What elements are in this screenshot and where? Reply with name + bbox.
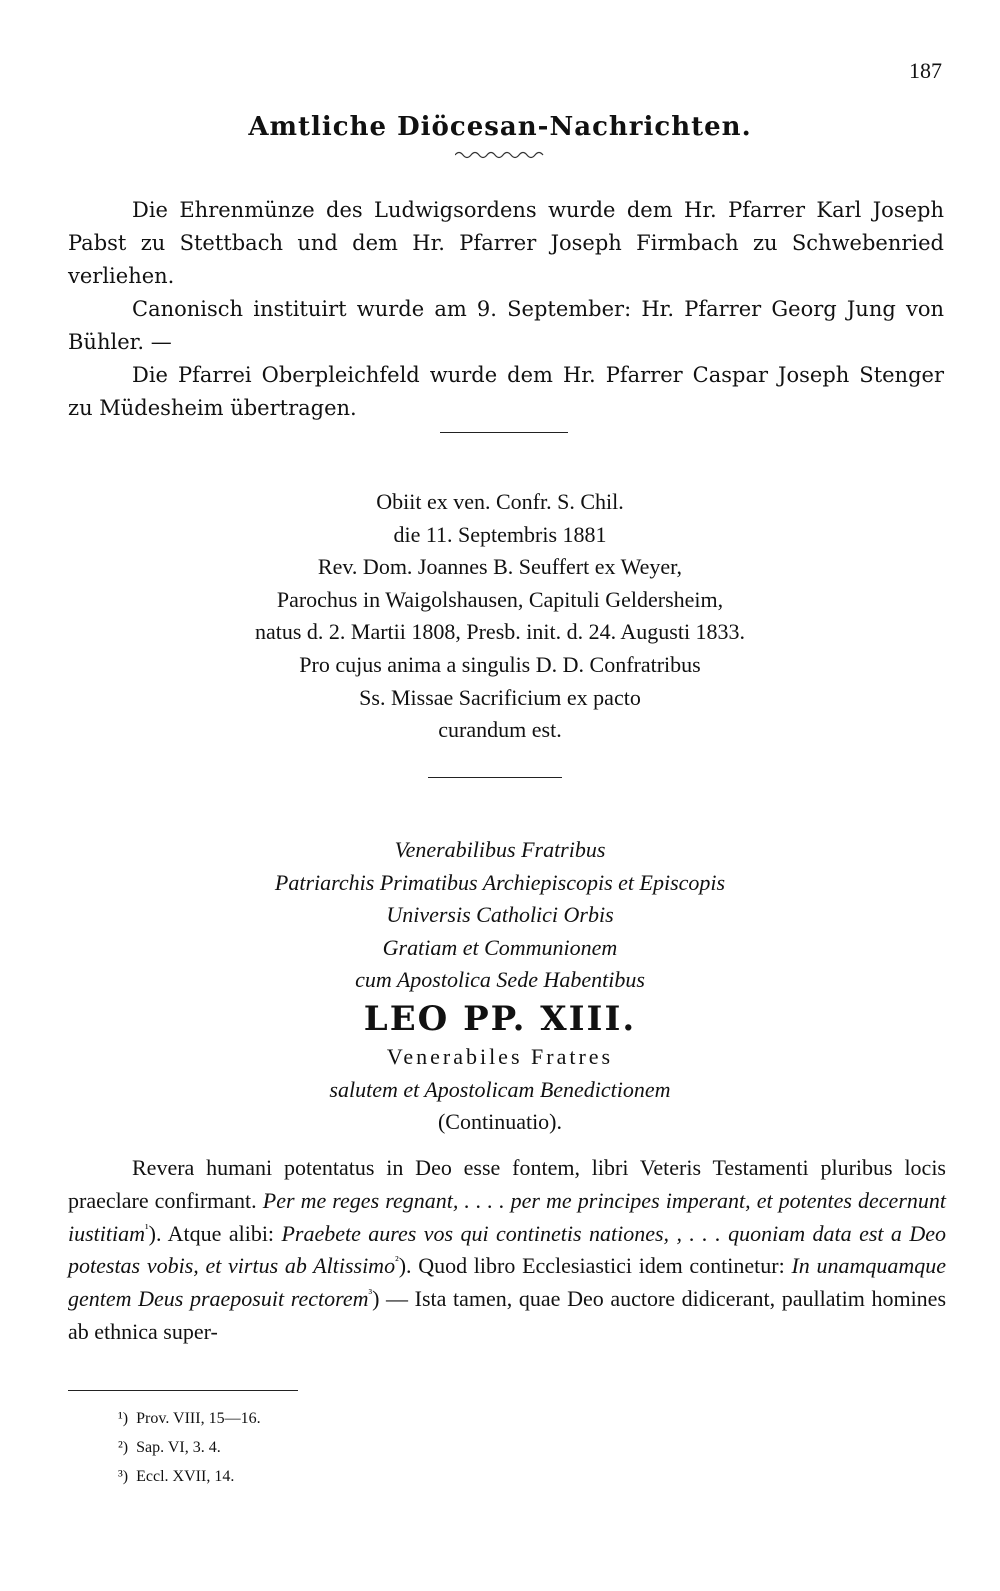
body-text: Revera humani potentatus in Deo esse fontem, libri Veteris Testamenti pluribus locis praeclare confirmant. <box>68 1155 946 1213</box>
footnote-mark: ³) <box>118 1468 129 1485</box>
scripture-quote: Praebete aures vos qui continetis nationes, , . . . quoniam data est a Deo potestas vobis, et virtus ab Altissimo <box>68 1220 946 1279</box>
obituary-line: die 11. Septembris 1881 <box>393 521 607 547</box>
obituary-line: Ss. Missae Sacrificium ex pacto <box>359 684 641 710</box>
address-line: Universis Catholici Orbis <box>386 902 614 928</box>
footnote-divider <box>68 1390 298 1391</box>
body-text: ) — Ista tamen, quae Deo auctore didicerant, paullatim homines ab ethnica super- <box>68 1286 947 1344</box>
footnotes <box>118 1404 261 1491</box>
obituary-line: Rev. Dom. Joannes B. Seuffert ex Weyer, <box>317 554 683 580</box>
address-line: Patriarchis Primatibus Archiepiscopis et Episcopis <box>274 869 726 895</box>
section-divider <box>440 432 568 433</box>
continuation-note: (Continuatio). <box>437 1109 563 1135</box>
footnote-text: Eccl. XVII, 14. <box>136 1468 235 1485</box>
address-line: cum Apostolica Sede Habentibus <box>355 967 645 993</box>
notice-paragraph-3: Die Pfarrei Oberpleichfeld wurde dem Hr. Pfarrer Caspar Joseph Stenger zu Müdesheim übertragen. <box>68 363 944 420</box>
notice-paragraph-1: Die Ehrenmünze des Ludwigsordens wurde dem Hr. Pfarrer Karl Joseph Pabst zu Stettbach und dem Hr. Pfarrer Joseph Firmbach zu Schwebenried verliehen. <box>68 198 944 288</box>
footnote <box>118 1462 261 1491</box>
obituary-line: curandum est. <box>438 717 562 743</box>
encyclical-address <box>60 834 940 1139</box>
address-line: Venerabilibus Fratribus <box>394 837 606 862</box>
obituary-notice <box>60 486 940 747</box>
footnote-ref: ³ <box>368 1286 373 1301</box>
decorative-wave-divider <box>455 150 545 160</box>
pope-title: LEO PP. XIII. <box>363 998 637 1039</box>
body-text: ). Quod libro Ecclesiastici idem continetur: <box>398 1253 785 1279</box>
notice-paragraph-2: Canonisch instituirt wurde am 9. September: Hr. Pfarrer Georg Jung von Bühler. — <box>68 297 944 354</box>
footnote-ref: ¹ <box>145 1221 149 1236</box>
body-text: ). Atque alibi: <box>148 1220 275 1246</box>
obituary-line: Parochus in Waigolshausen, Capituli Geldersheim, <box>276 586 724 612</box>
footnote <box>118 1404 261 1433</box>
obituary-line: natus d. 2. Martii 1808, Presb. init. d. 24. Augusti 1833. <box>254 619 746 645</box>
footnote-text: Sap. VI, 3. 4. <box>136 1439 221 1456</box>
footnote-text: Prov. VIII, 15—16. <box>136 1410 261 1427</box>
footnote-mark: ¹) <box>118 1410 129 1427</box>
address-line: Gratiam et Communionem <box>382 934 618 960</box>
footnote-ref: ² <box>395 1254 399 1269</box>
footnote <box>118 1433 261 1462</box>
salutation: Venerabiles Fratres <box>386 1043 614 1069</box>
obituary-line: Pro cujus anima a singulis D. D. Confratribus <box>299 651 701 677</box>
scripture-quote: Per me reges regnant, . . . . per me principes imperant, et potentes decernunt iustitiam <box>68 1187 946 1246</box>
obituary-line: Obiit ex ven. Confr. S. Chil. <box>376 489 624 514</box>
scripture-quote: In unamquamque gentem Deus praeposuit rectorem <box>68 1253 947 1312</box>
section-divider <box>428 777 562 778</box>
encyclical-body <box>68 1152 946 1349</box>
footnote-mark: ²) <box>118 1439 129 1456</box>
page-number: 187 <box>909 58 942 83</box>
section-heading: Amtliche Diöcesan-Nachrichten. <box>248 112 752 142</box>
greeting: salutem et Apostolicam Benedictionem <box>329 1076 671 1102</box>
